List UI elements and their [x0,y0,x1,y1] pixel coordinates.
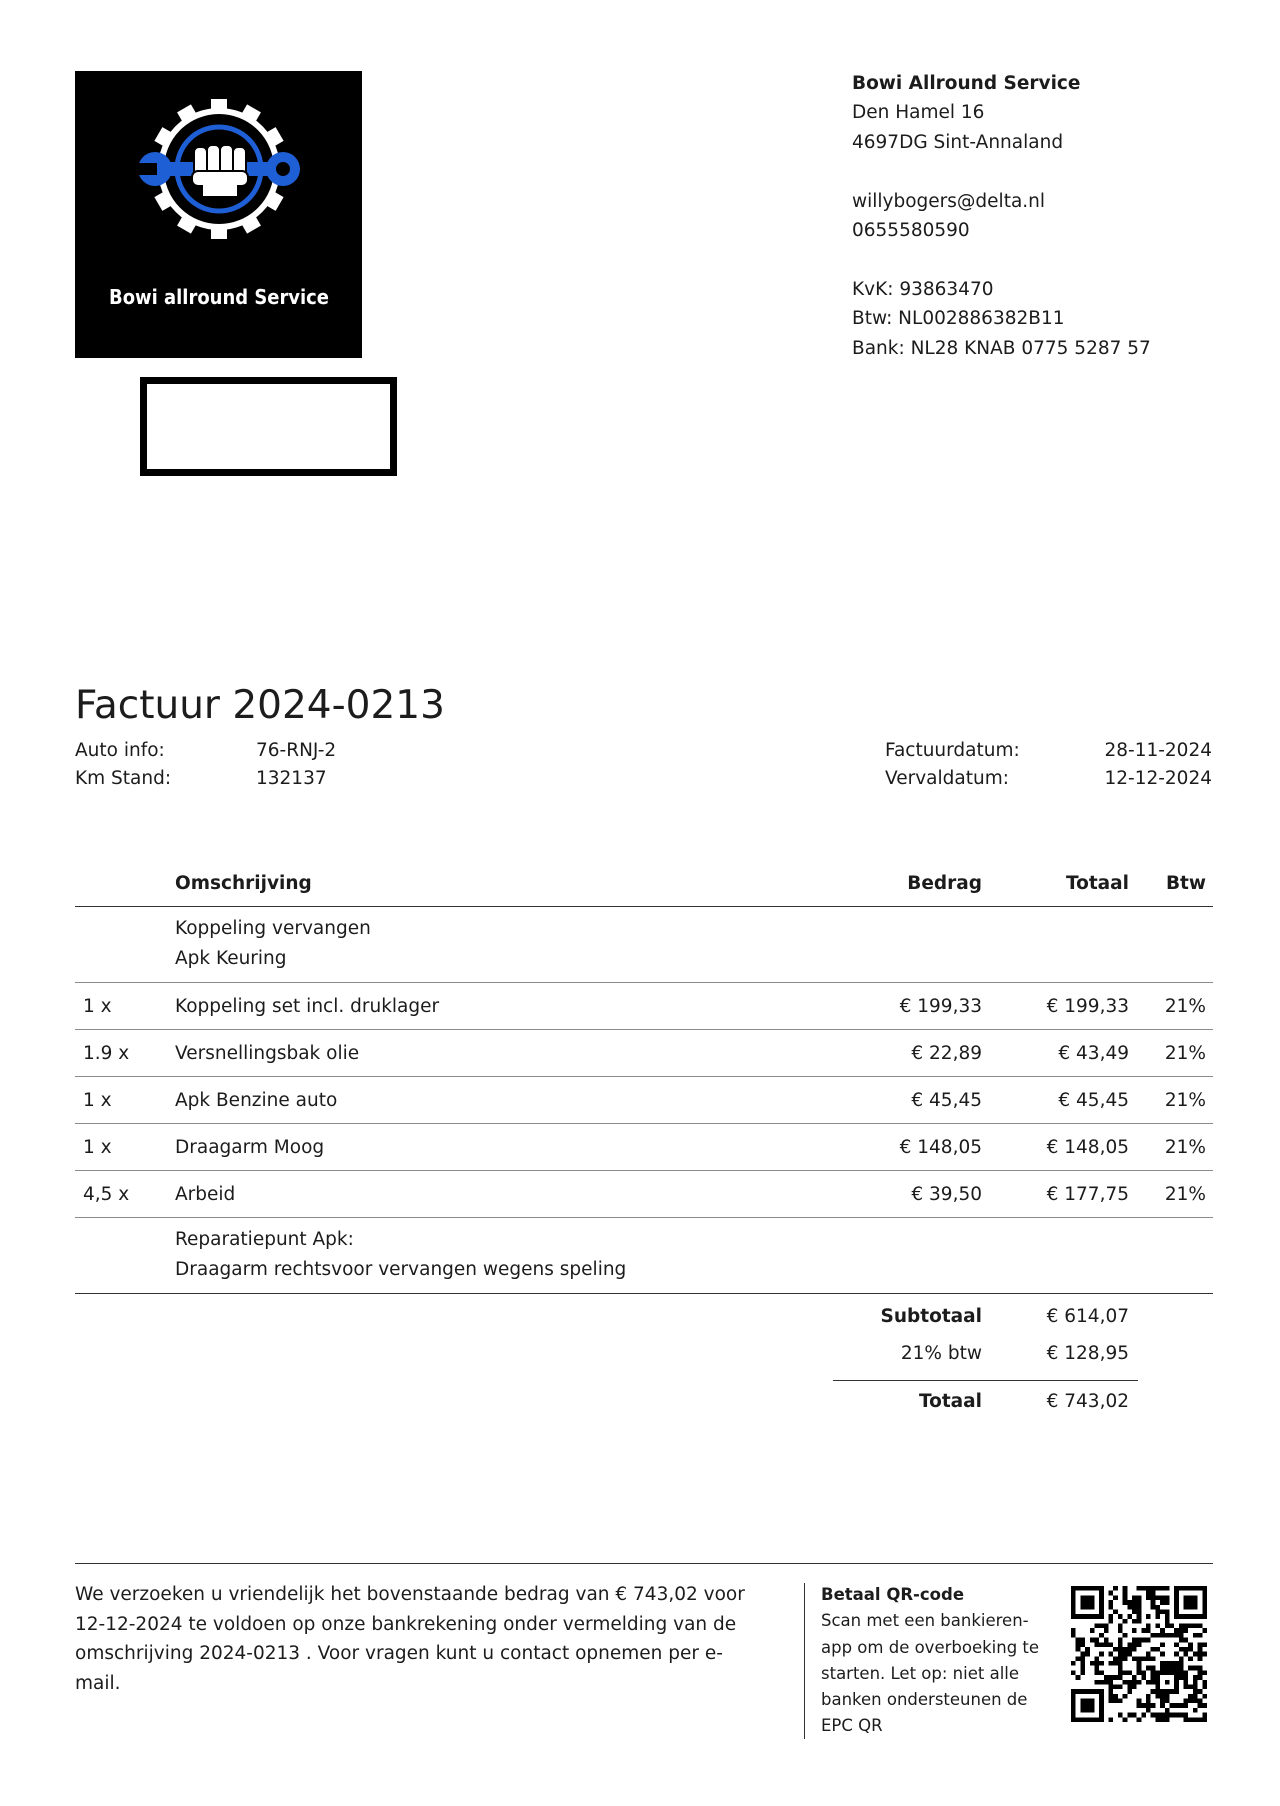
items-table [75,860,1213,1294]
company-city: 4697DG Sint-Annaland [852,131,1064,153]
subtotal-value: € 614,07 [1046,1306,1129,1327]
empty-cell [75,1218,175,1294]
vehicle-info [75,737,336,793]
note-line: Draagarm rechtsvoor vervangen wegens speling [175,1259,627,1280]
company-name: Bowi Allround Service [852,73,1081,94]
vat-value: € 128,95 [1046,1343,1129,1364]
quantity: 1 x [75,1124,175,1171]
company-phone: 0655580590 [852,220,970,242]
spacer [852,245,1151,274]
line-total: € 148,05 [982,1124,1129,1171]
unit-price: € 148,05 [825,1124,982,1171]
company-street: Den Hamel 16 [852,102,985,124]
subtotal-label: Subtotaal [880,1306,982,1327]
qr-code-icon [1071,1586,1207,1722]
total-value: € 743,02 [1046,1391,1129,1412]
auto-info-label: Auto info: [75,740,165,761]
description: Apk Benzine auto [175,1077,825,1124]
company-email: willybogers@delta.nl [852,190,1046,212]
total-label: Totaal [918,1391,982,1412]
qty-header [75,860,175,907]
qr-code [1071,1586,1207,1722]
qr-info [821,1582,1039,1740]
line-total: € 43,49 [982,1030,1129,1077]
intro-text [175,907,1213,983]
line-total: € 199,33 [982,983,1129,1030]
table-row [75,1077,1213,1124]
unit-price: € 22,89 [825,1030,982,1077]
vat-label: 21% btw [900,1343,982,1364]
invoice-title: Factuur 2024-0213 [75,683,445,728]
subtotal-row [825,1298,1129,1335]
vat-rate: 21% [1129,983,1213,1030]
auto-info-value: 76-RNJ-2 [256,740,337,761]
description: Arbeid [175,1171,825,1218]
message-line: mail. [75,1672,121,1694]
description-header: Omschrijving [175,860,825,907]
qr-title: Betaal QR-code [821,1585,965,1604]
intro-line: Koppeling vervangen [175,918,371,939]
vat-header: Btw [1129,860,1213,907]
price-header: Bedrag [825,860,982,907]
quantity: 4,5 x [75,1171,175,1218]
qr-text-line: starten. Let op: niet alle [821,1663,1020,1683]
qr-text-line: Scan met een bankieren- [821,1611,1029,1631]
spacer [852,157,1151,186]
totals-summary [825,1298,1129,1372]
quantity: 1 x [75,1077,175,1124]
footer-divider [75,1563,1213,1564]
empty-box [140,377,397,476]
qr-text-line: EPC QR [821,1716,883,1736]
company-logo [75,71,362,358]
km-row [75,765,336,793]
empty-cell [75,907,175,983]
vat-rate: 21% [1129,1171,1213,1218]
invoice-date-row [885,737,1212,765]
km-label: Km Stand: [75,768,172,789]
auto-info-row [75,737,336,765]
qr-text-line: banken ondersteunen de [821,1690,1028,1710]
table-row [75,1030,1213,1077]
vat-rate: 21% [1129,1077,1213,1124]
unit-price: € 39,50 [825,1171,982,1218]
vat-rate: 21% [1129,1030,1213,1077]
message-line: omschrijving 2024-0213 . Voor vragen kunt u contact opnemen per e- [75,1643,723,1665]
table-header [75,860,1213,907]
total-header: Totaal [982,860,1129,907]
totals-divider [833,1380,1138,1381]
vat-row [825,1335,1129,1372]
intro-line: Apk Keuring [175,948,287,969]
km-value: 132137 [256,768,327,789]
company-info [852,69,1151,363]
vat-rate: 21% [1129,1124,1213,1171]
vertical-divider [804,1583,805,1739]
message-line: 12-12-2024 te voldoen op onze bankrekening onder vermelding van de [75,1613,737,1635]
payment-message [75,1580,745,1698]
unit-price: € 45,45 [825,1077,982,1124]
unit-price: € 199,33 [825,983,982,1030]
quantity: 1.9 x [75,1030,175,1077]
table-row [75,1124,1213,1171]
line-total: € 45,45 [982,1077,1129,1124]
note-text [175,1218,1213,1294]
due-date-label: Vervaldatum: [885,768,1009,789]
logo-graphic [75,71,362,358]
description: Versnellingsbak olie [175,1030,825,1077]
qr-text-line: app om de overboeking te [821,1637,1040,1657]
company-bank: Bank: NL28 KNAB 0775 5287 57 [852,337,1151,359]
note-row [75,1218,1213,1294]
invoice-dates [885,737,1212,793]
due-date-row [885,765,1212,793]
description: Draagarm Moog [175,1124,825,1171]
logo-text: Bowi allround Service [109,285,329,309]
message-line: We verzoeken u vriendelijk het bovenstaande bedrag van € 743,02 voor [75,1584,745,1605]
invoice-date-value: 28-11-2024 [1104,740,1212,761]
description: Koppeling set incl. druklager [175,983,825,1030]
note-line: Reparatiepunt Apk: [175,1229,354,1250]
quantity: 1 x [75,983,175,1030]
due-date-value: 12-12-2024 [1104,768,1212,789]
line-total: € 177,75 [982,1171,1129,1218]
company-kvk: KvK: 93863470 [852,278,994,300]
intro-row [75,907,1213,983]
table-row [75,983,1213,1030]
table-row [75,1171,1213,1218]
total-row [825,1383,1129,1420]
grand-total [825,1383,1129,1420]
invoice-date-label: Factuurdatum: [885,740,1020,761]
company-btw: Btw: NL002886382B11 [852,308,1065,330]
